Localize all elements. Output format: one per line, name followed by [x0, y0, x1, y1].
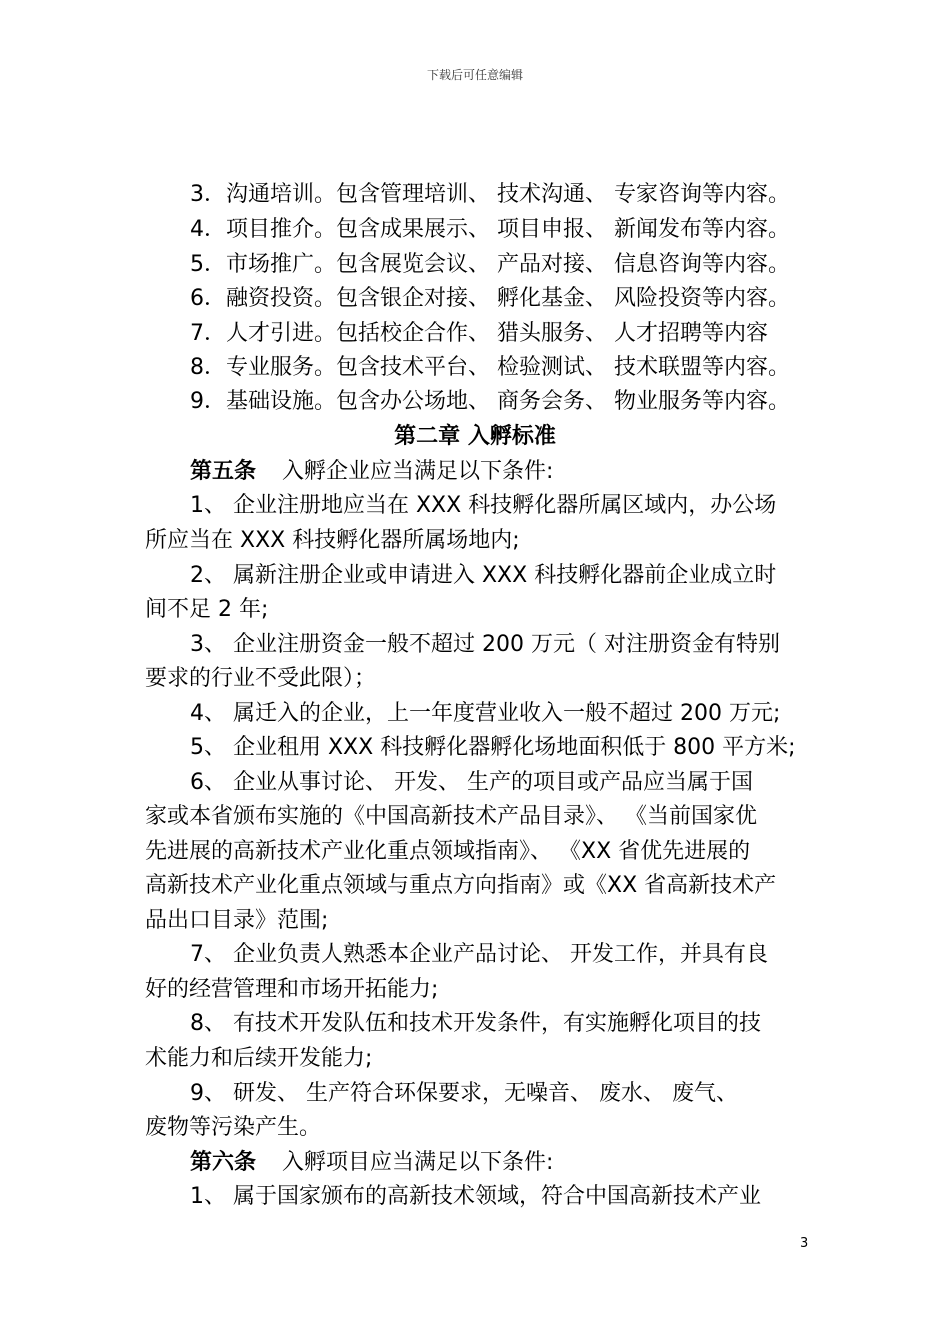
paragraph-line: 9、 研发、 生产符合环保要求，无噪音、 废水、 废气、	[190, 1081, 738, 1106]
article-5-label: 第五条	[190, 459, 257, 484]
paragraph-line: 2、 属新注册企业或申请进入 XXX 科技孵化器前企业成立时	[190, 563, 777, 588]
paragraph-line: 所应当在 XXX 科技孵化器所属场地内;	[145, 528, 520, 553]
paragraph-line: 术能力和后续开发能力;	[145, 1046, 373, 1071]
page-header: 下载后可任意编辑	[426, 68, 523, 82]
paragraph-line: 高新技术产业化重点领域与重点方向指南》或《XX 省高新技术产	[145, 873, 777, 898]
paragraph-line: 间不足 2 年;	[145, 597, 269, 622]
article-5-text: 入孵企业应当满足以下条件:	[282, 459, 554, 484]
paragraph-line: 8、 有技术开发队伍和技术开发条件，有实施孵化项目的技	[190, 1011, 761, 1036]
chapter-title: 第二章 入孵标准	[394, 424, 556, 449]
paragraph-line: 7、 企业负责人熟悉本企业产品讨论、 开发工作，并具有良	[190, 942, 768, 967]
list-item: 4．项目推介。包含成果展示、 项目申报、 新闻发布等内容。	[190, 217, 790, 242]
paragraph-line: 5、 企业租用 XXX 科技孵化器孵化场地面积低于 800 平方米;	[190, 735, 796, 760]
paragraph-line: 好的经营管理和市场开拓能力;	[145, 977, 439, 1002]
article-6-heading	[190, 1149, 553, 1177]
list-item: 5．市场推广。包含展览会议、 产品对接、 信息咨询等内容。	[190, 252, 790, 277]
paragraph-line: 先进展的高新技术产业化重点领域指南》、 《XX 省优先进展的	[145, 839, 751, 864]
list-item: 6．融资投资。包含银企对接、 孵化基金、 风险投资等内容。	[190, 286, 790, 311]
paragraph-line: 1、 企业注册地应当在 XXX 科技孵化器所属区域内，办公场	[190, 493, 777, 518]
paragraph-line: 3、 企业注册资金一般不超过 200 万元（ 对注册资金有特别	[190, 632, 780, 657]
paragraph-line: 品出口目录》范围;	[145, 908, 329, 933]
article-5-heading	[190, 458, 553, 486]
list-item: 3．沟通培训。包含管理培训、 技术沟通、 专家咨询等内容。	[190, 182, 790, 207]
article-6-label: 第六条	[190, 1150, 257, 1175]
paragraph-line: 1、 属于国家颁布的高新技术领域，符合中国高新技术产业	[190, 1184, 761, 1209]
list-item: 7．人才引进。包括校企合作、 猎头服务、 人才招聘等内容	[190, 321, 768, 346]
paragraph-line: 废物等污染产生。	[145, 1115, 322, 1140]
article-6-text: 入孵项目应当满足以下条件:	[282, 1150, 554, 1175]
paragraph-line: 家或本省颁布实施的《中国高新技术产品目录》、 《当前国家优	[145, 804, 757, 829]
page-number: 3	[800, 1236, 809, 1251]
list-item: 8．专业服务。包含技术平台、 检验测试、 技术联盟等内容。	[190, 355, 790, 380]
paragraph-line: 4、 属迁入的企业，上一年度营业收入一般不超过 200 万元;	[190, 701, 781, 726]
list-item: 9．基础设施。包含办公场地、 商务会务、 物业服务等内容。	[190, 389, 790, 414]
paragraph-line: 要求的行业不受此限）；	[145, 666, 377, 691]
paragraph-line: 6、 企业从事讨论、 开发、 生产的项目或产品应当属于国	[190, 770, 753, 795]
